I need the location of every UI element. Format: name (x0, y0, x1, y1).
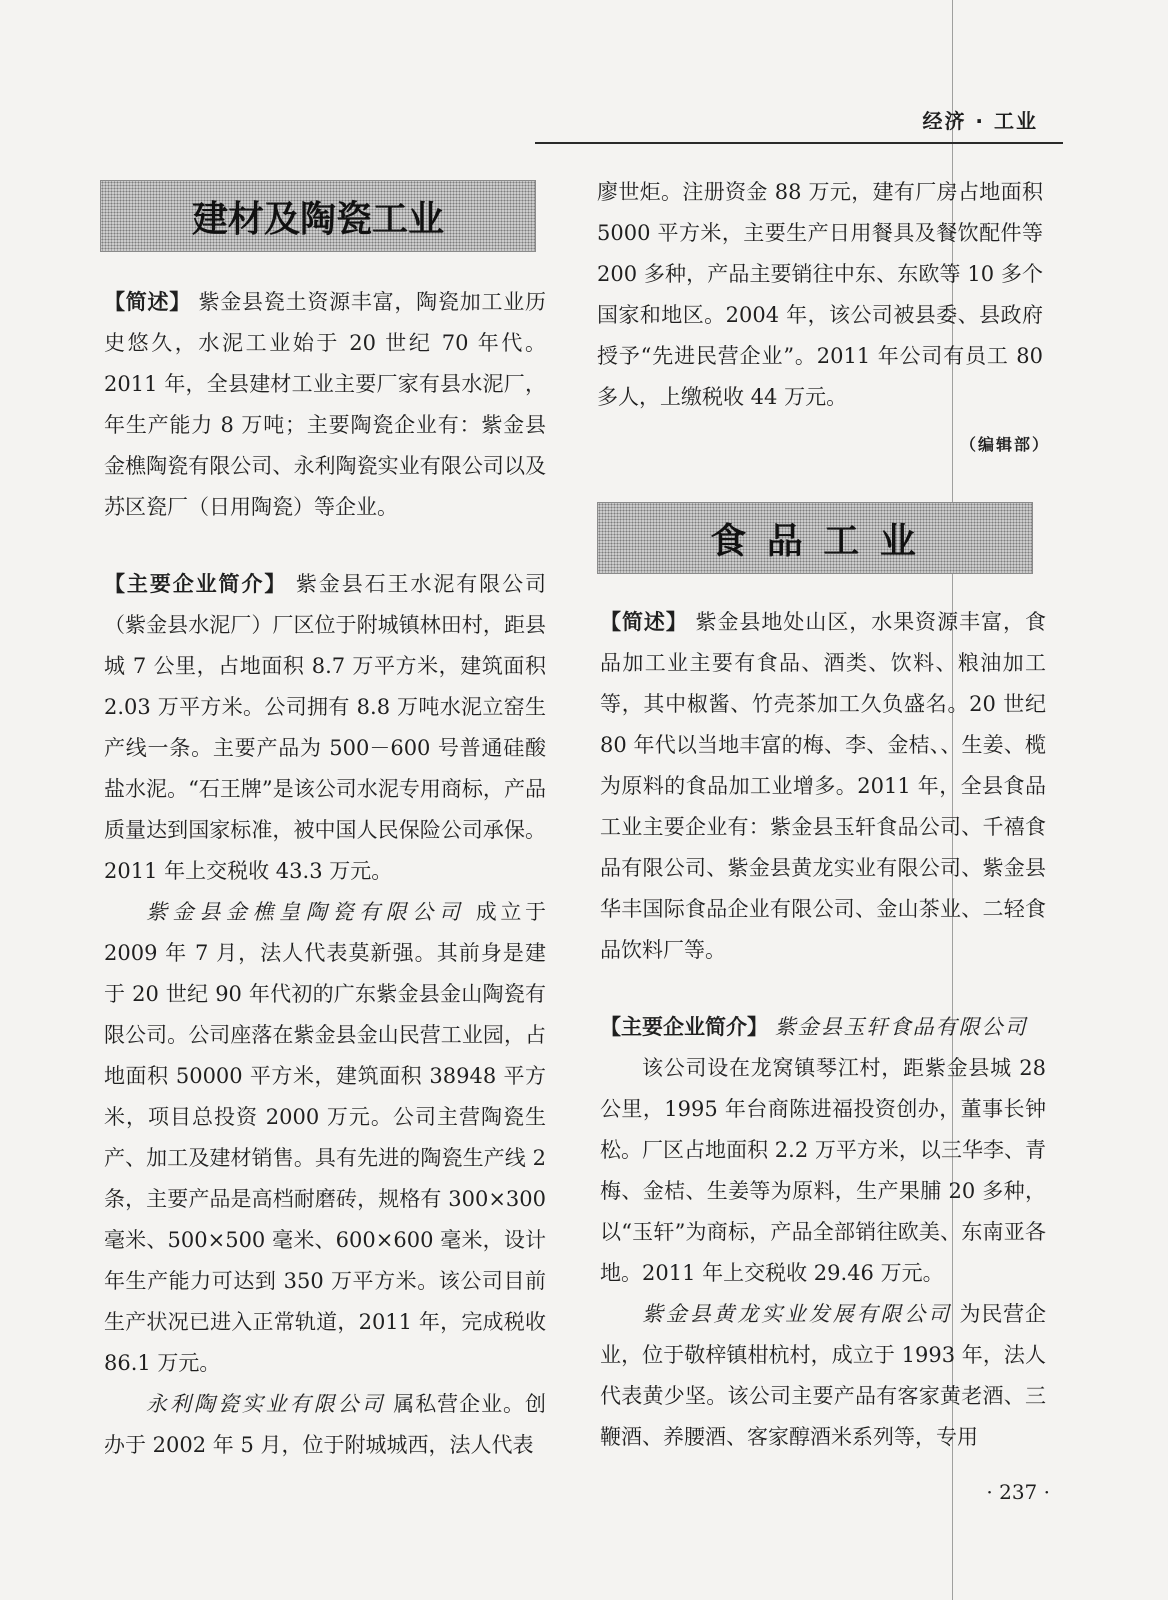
overview-label: 【简述】 (600, 610, 688, 634)
overview-text: 紫金县瓷土资源丰富，陶瓷加工业历史悠久，水泥工业始于 20 世纪 70 年代。2011 年，全县建材工业主要厂家有县水泥厂，年生产能力 8 万吨；主要陶瓷企业有：紫金县金樵陶瓷有限公司、永利陶瓷实业有限公司以及苏区瓷厂（日用陶瓷）等企业。 (104, 290, 546, 519)
company-name: 紫金县玉轩食品有限公司 (774, 1015, 1028, 1039)
company-text: 为民营企业，位于敬梓镇柑杭村，成立于 1993 年，法人代表黄少坚。该公司主要产品有客家黄老酒、三鞭酒、养腰酒、客家醇酒米系列等，专用 (600, 1302, 1047, 1449)
right-column-top (597, 172, 1043, 418)
left-column (104, 282, 546, 1466)
overview-label: 【简述】 (104, 290, 192, 314)
right-column (600, 602, 1046, 1458)
overview-paragraph (104, 282, 546, 528)
company-name: 紫金县黄龙实业发展有限公司 (642, 1302, 952, 1326)
company-text: 属私营企业。创办于 2002 年 5 月，位于附城城西，法人代表 (104, 1392, 547, 1457)
section-banner-building-materials (100, 180, 536, 252)
company-paragraph-jinqiao (104, 892, 546, 1384)
company-text: 成立于 2009 年 7 月，法人代表莫新强。其前身是建于 20 世纪 90 年代初的广东紫金县金山陶瓷有限公司。公司座落在紫金县金山民营工业园，占地面积 50000 平方米，建筑面积 38948 平方米，项目总投资 2000 万元。公司主营陶瓷生产、加工及建材销售。具有先进的陶瓷生产线 2 条，主要产品是高档耐磨砖，规格有 300×300 毫米、500×500 毫米、600×600 毫米，设计年生产能力可达到 350 万平方米。该公司目前生产状况已进入正常轨道，2011 年，完成税收 86.1 万元。 (104, 900, 546, 1375)
header-rule (535, 142, 1063, 144)
section-title: 食 品 工 业 (710, 520, 920, 562)
major-enterprises-text: 紫金县石王水泥有限公司（紫金县水泥厂）厂区位于附城镇林田村，距县城 7 公里，占地面积 8.7 万平方米，建筑面积 2.03 万平方米。公司拥有 8.8 万吨水泥立窑生产线一条。主要产品为 500－600 号普通硅酸盐水泥。“石王牌”是该公司水泥专用商标，产品质量达到国家标准，被中国人民保险公司承保。2011 年上交税收 43.3 万元。 (104, 572, 547, 883)
major-enterprises-label: 【主要企业简介】 (104, 572, 288, 596)
major-enterprises-paragraph (104, 564, 546, 892)
credit-line: （编辑部） (959, 435, 1050, 454)
overview-paragraph (600, 602, 1046, 971)
running-header: 经济 · 工业 (922, 109, 1038, 133)
company-paragraph-huanglong (600, 1294, 1046, 1458)
company-name: 紫金县金樵皇陶瓷有限公司 (146, 900, 466, 924)
major-enterprises-label: 【主要企业简介】 (600, 1015, 768, 1039)
section-title: 建材及陶瓷工业 (191, 198, 444, 240)
continued-paragraph: 廖世炬。注册资金 88 万元，建有厂房占地面积 5000 平方米，主要生产日用餐具及餐饮配件等 200 多种，产品主要销往中东、东欧等 10 多个国家和地区。2004 年，该公司被县委、县政府授予“先进民营企业”。2011 年公司有员工 80 多人，上缴税收 44 万元。 (597, 180, 1043, 409)
page-number: · 237 · (986, 1480, 1050, 1504)
company-paragraph-yongli (104, 1384, 546, 1466)
company-paragraph-yuxuan: 该公司设在龙窝镇琴江村，距紫金县城 28 公里，1995 年台商陈进福投资创办，董事长钟松。厂区占地面积 2.2 万平方米，以三华李、青梅、金桔、生姜等为原料，生产果脯 20 多种，以“玉轩”为商标，产品全部销往欧美、东南亚各地。2011 年上交税收 29.46 万元。 (600, 1056, 1046, 1285)
major-enterprises-paragraph (600, 1007, 1046, 1048)
overview-text: 紫金县地处山区，水果资源丰富，食品加工业主要有食品、酒类、饮料、粮油加工等，其中椒酱、竹壳茶加工久负盛名。20 世纪 80 年代以当地丰富的梅、李、金桔、、生姜、榄为原料的食品加工业增多。2011 年，全县食品工业主要企业有：紫金县玉轩食品公司、千禧食品有限公司、紫金县黄龙实业有限公司、紫金县华丰国际食品企业有限公司、金山茶业、二轻食品饮料厂等。 (600, 610, 1047, 962)
section-banner-food-industry (597, 502, 1033, 574)
company-name: 永利陶瓷实业有限公司 (146, 1392, 386, 1416)
